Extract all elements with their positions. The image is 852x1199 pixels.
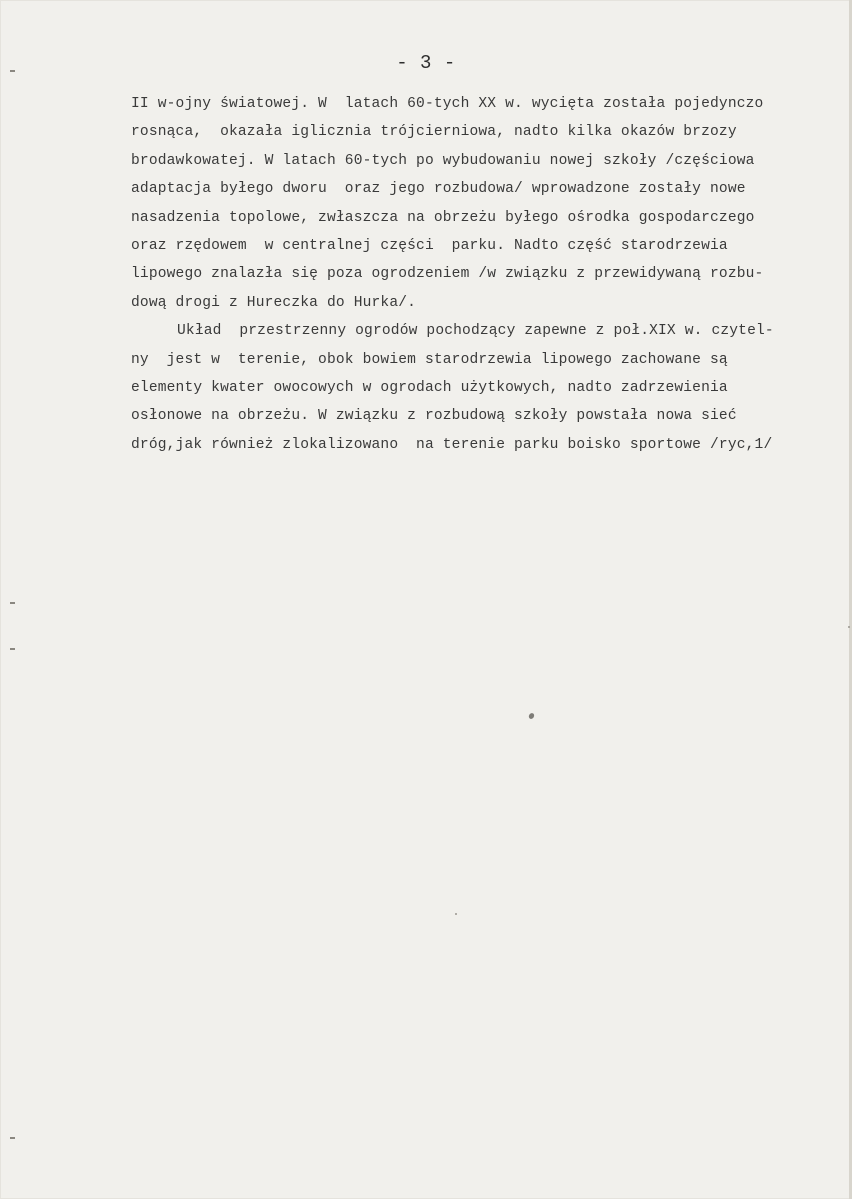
body-text	[131, 90, 851, 459]
text-line: nasadzenia topolowe, zwłaszcza na obrzeżu byłego ośrodka gospodarczego	[131, 209, 755, 226]
paper-speck	[848, 626, 850, 628]
text-line: ny jest w terenie, obok bowiem starodrzewia lipowego zachowane są	[131, 351, 728, 368]
text-line: elementy kwater owocowych w ogrodach użytkowych, nadto zadrzewienia	[131, 379, 728, 396]
paper-speck	[528, 712, 535, 720]
text-line: Układ przestrzenny ogrodów pochodzący zapewne z poł.XIX w. czytel-	[177, 323, 774, 340]
text-line: brodawkowatej. W latach 60-tych po wybudowaniu nowej szkoły /częściowa	[131, 152, 755, 169]
text-line: osłonowe na obrzeżu. W związku z rozbudową szkoły powstała nowa sieć	[131, 408, 737, 425]
text-line: dową drogi z Hureczka do Hurka/.	[131, 294, 417, 311]
margin-mark	[10, 70, 15, 72]
text-line: adaptacja byłego dworu oraz jego rozbudowa/ wprowadzone zostały nowe	[131, 181, 746, 198]
paper-speck	[455, 913, 457, 915]
margin-mark	[10, 1137, 15, 1139]
margin-mark	[10, 602, 15, 604]
text-line: oraz rzędowem w centralnej części parku. Nadto część starodrzewia	[131, 237, 728, 254]
text-line: lipowego znalazła się poza ogrodzeniem /w związku z przewidywaną rozbu-	[131, 266, 764, 283]
text-line: II w-ojny światowej. W latach 60-tych XX w. wycięta została pojedynczo	[131, 96, 764, 112]
margin-mark	[10, 648, 15, 650]
text-line: dróg,jak również zlokalizowano na terenie parku boisko sportowe /ryc,1/	[131, 436, 773, 453]
page-number: - 3 -	[396, 52, 456, 74]
text-line: rosnąca, okazała iglicznia trójcierniowa, nadto kilka okazów brzozy	[131, 124, 737, 141]
